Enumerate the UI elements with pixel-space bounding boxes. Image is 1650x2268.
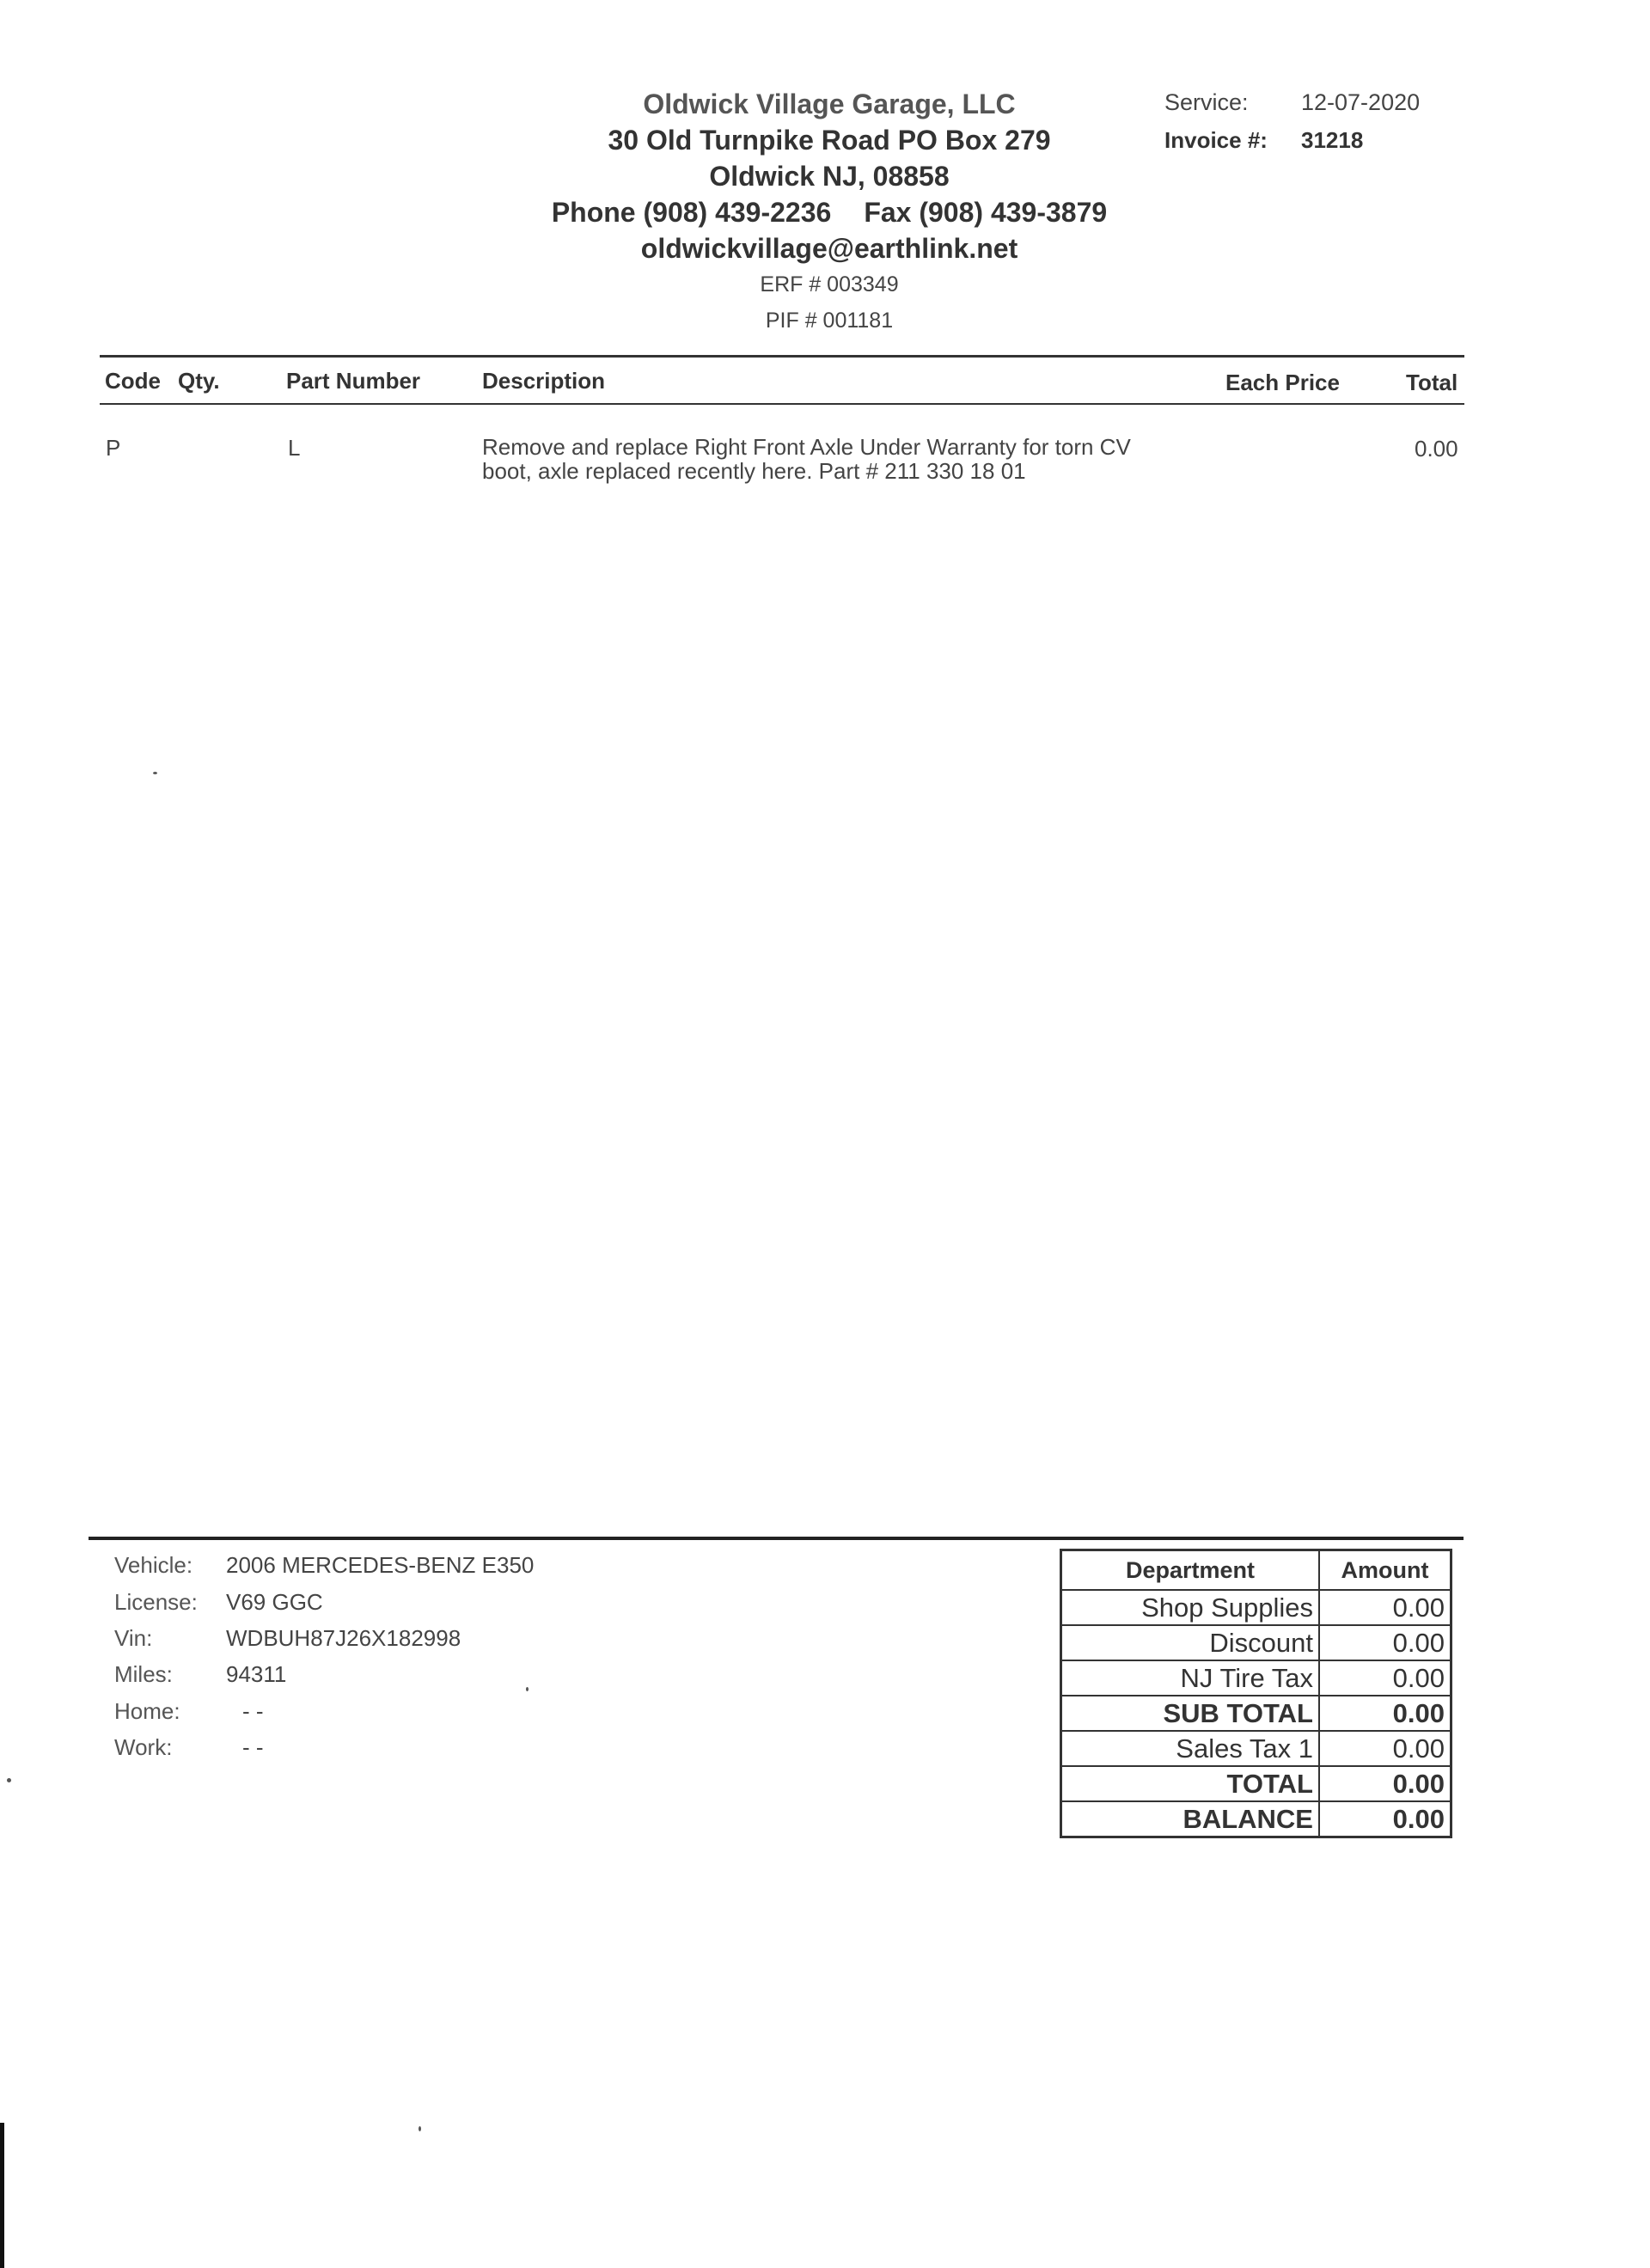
vehicle-value: 2006 MERCEDES-BENZ E350	[226, 1552, 535, 1578]
shop-supplies-amount: 0.00	[1319, 1590, 1451, 1625]
item-code: P	[106, 435, 121, 461]
table-header-rule	[100, 403, 1464, 405]
miles-label: Miles:	[114, 1661, 173, 1687]
totals-row	[1061, 1660, 1451, 1696]
total-label: TOTAL	[1061, 1766, 1320, 1801]
totals-header-amount: Amount	[1319, 1550, 1451, 1591]
item-description	[482, 435, 1170, 483]
scan-speck	[526, 1687, 529, 1691]
vin-value: WDBUH87J26X182998	[226, 1625, 461, 1651]
company-email: oldwickvillage@earthlink.net	[640, 233, 1018, 264]
vin-label: Vin:	[114, 1625, 153, 1651]
totals-table	[1060, 1549, 1452, 1838]
item-description-line-1: Remove and replace Right Front Axle Under Warranty for torn CV	[482, 434, 1131, 460]
balance-label: BALANCE	[1061, 1801, 1320, 1837]
company-address: 30 Old Turnpike Road PO Box 279	[608, 125, 1051, 156]
scan-edge-mark	[0, 2123, 4, 2268]
company-phone: Phone (908) 439-2236	[551, 197, 832, 228]
item-description-line-2: boot, axle replaced recently here. Part # 211 330 18 01	[482, 458, 1026, 484]
col-header-qty: Qty.	[178, 368, 220, 394]
totals-row	[1061, 1801, 1451, 1837]
license-label: License:	[114, 1589, 198, 1615]
totals-header-department: Department	[1061, 1550, 1320, 1591]
vehicle-label: Vehicle:	[114, 1552, 193, 1578]
company-header	[550, 86, 1109, 339]
service-date: 12-07-2020	[1301, 89, 1421, 115]
discount-amount: 0.00	[1319, 1625, 1451, 1660]
sales-tax-amount: 0.00	[1319, 1731, 1451, 1766]
shop-supplies-label: Shop Supplies	[1061, 1590, 1320, 1625]
work-label: Work:	[114, 1734, 173, 1760]
sales-tax-label: Sales Tax 1	[1061, 1731, 1320, 1766]
scan-speck	[419, 2126, 421, 2131]
company-city: Oldwick NJ, 08858	[709, 161, 950, 192]
work-value: - -	[242, 1734, 264, 1760]
discount-label: Discount	[1061, 1625, 1320, 1660]
col-header-description: Description	[482, 368, 606, 394]
table-top-rule	[100, 355, 1464, 358]
totals-row	[1061, 1625, 1451, 1660]
scan-speck	[153, 772, 157, 774]
subtotal-label: SUB TOTAL	[1061, 1696, 1320, 1731]
nj-tire-tax-label: NJ Tire Tax	[1061, 1660, 1320, 1696]
license-value: V69 GGC	[226, 1589, 323, 1615]
col-header-each-price: Each Price	[1225, 370, 1340, 395]
nj-tire-tax-amount: 0.00	[1319, 1660, 1451, 1696]
col-header-part-number: Part Number	[286, 368, 421, 394]
totals-row	[1061, 1766, 1451, 1801]
col-header-total: Total	[1406, 370, 1458, 395]
totals-row	[1061, 1731, 1451, 1766]
service-label: Service:	[1164, 89, 1249, 115]
item-total: 0.00	[1415, 436, 1458, 462]
erf-number: ERF # 003349	[760, 272, 899, 296]
totals-header-row	[1061, 1550, 1451, 1591]
company-fax: Fax (908) 439-3879	[864, 197, 1108, 228]
subtotal-amount: 0.00	[1319, 1696, 1451, 1731]
company-phone-fax	[550, 194, 1109, 230]
item-part-number: L	[288, 435, 301, 461]
home-value: - -	[242, 1698, 264, 1724]
pif-number: PIF # 001181	[765, 309, 894, 333]
home-label: Home:	[114, 1698, 180, 1724]
col-header-code: Code	[105, 368, 161, 394]
miles-value: 94311	[226, 1661, 287, 1687]
totals-row	[1061, 1696, 1451, 1731]
scan-speck	[7, 1778, 11, 1782]
balance-amount: 0.00	[1319, 1801, 1451, 1837]
invoice-number: 31218	[1301, 127, 1364, 153]
total-amount: 0.00	[1319, 1766, 1451, 1801]
totals-row	[1061, 1590, 1451, 1625]
footer-rule	[89, 1537, 1464, 1540]
invoice-label: Invoice #:	[1164, 127, 1268, 153]
company-name: Oldwick Village Garage, LLC	[643, 89, 1016, 119]
